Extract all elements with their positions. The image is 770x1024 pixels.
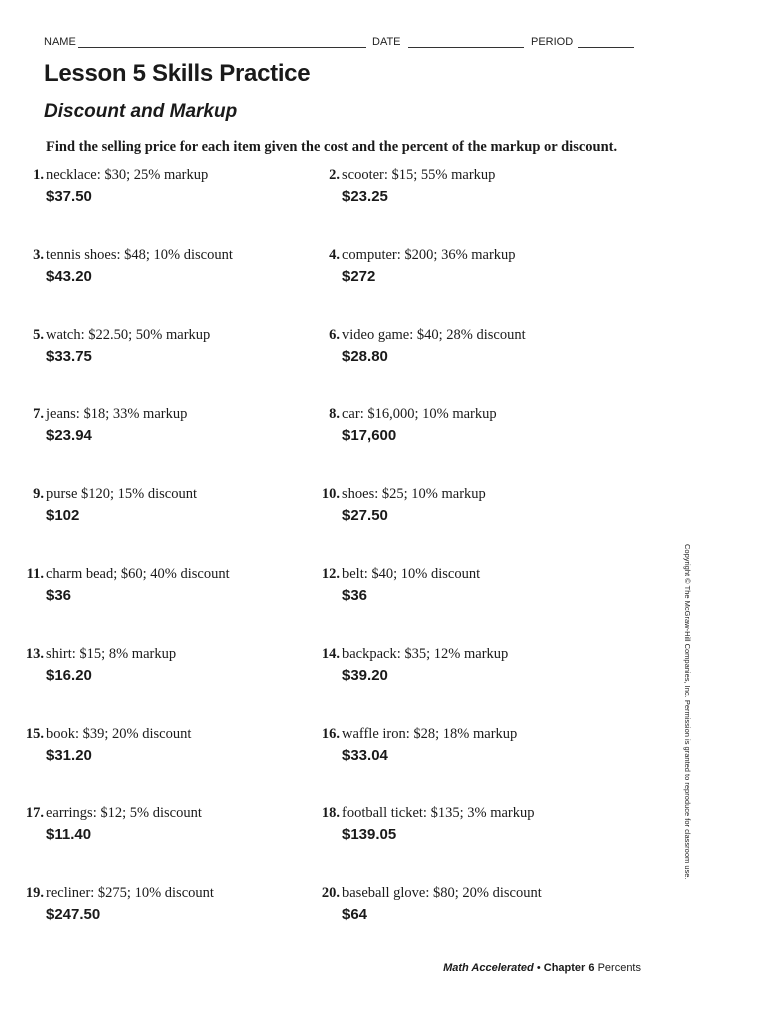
problem-number: 14. xyxy=(321,645,340,662)
problem-number: 10. xyxy=(321,486,340,503)
page-subtitle: Discount and Markup xyxy=(44,101,238,122)
problem-number: 7. xyxy=(33,406,44,423)
problem-answer: $64 xyxy=(342,906,368,924)
problem-text: football ticket: $135; 3% markup xyxy=(342,805,535,822)
date-label: DATE xyxy=(372,36,401,48)
problem-item xyxy=(318,485,618,524)
problem-item xyxy=(22,405,322,444)
problem-statement xyxy=(318,565,618,583)
problem-statement xyxy=(318,804,618,822)
problem-item xyxy=(318,326,618,365)
problem-number: 8. xyxy=(329,406,340,423)
problem-item xyxy=(318,725,618,764)
problem-statement xyxy=(318,405,618,423)
problem-item xyxy=(318,405,618,444)
problem-text: tennis shoes: $48; 10% discount xyxy=(46,246,233,263)
problem-text: backpack: $35; 12% markup xyxy=(342,645,509,662)
problem-item xyxy=(22,645,322,684)
problem-item xyxy=(22,884,322,923)
problem-statement xyxy=(318,884,618,902)
problem-answer: $23.94 xyxy=(46,427,92,445)
problem-answer: $102 xyxy=(46,507,80,525)
problem-item xyxy=(318,166,618,205)
problem-answer: $28.80 xyxy=(342,347,388,365)
problem-statement xyxy=(22,246,322,264)
problem-item xyxy=(318,884,618,923)
instructions: Find the selling price for each item given the cost and the percent of the markup or discount. xyxy=(46,139,618,155)
problem-item xyxy=(22,725,322,764)
problem-number: 12. xyxy=(321,566,340,582)
problem-text: car: $16,000; 10% markup xyxy=(342,406,497,423)
period-label: PERIOD xyxy=(531,36,574,48)
problem-answer: $36 xyxy=(342,587,368,604)
footer-separator: • xyxy=(536,962,541,974)
problem-answer: $247.50 xyxy=(46,906,101,924)
problem-text: shirt: $15; 8% markup xyxy=(46,645,177,662)
problem-number: 6. xyxy=(329,326,340,343)
problem-statement xyxy=(318,166,618,184)
problem-item xyxy=(318,246,618,285)
problem-number: 4. xyxy=(329,246,340,263)
problem-item xyxy=(22,485,322,524)
problem-number: 13. xyxy=(25,645,44,662)
problem-answer: $17,600 xyxy=(342,427,397,445)
date-blank-line xyxy=(408,47,524,48)
problem-item xyxy=(22,326,322,365)
page-title: Lesson 5 Skills Practice xyxy=(44,60,311,87)
problem-statement xyxy=(22,884,322,902)
problem-text: watch: $22.50; 50% markup xyxy=(46,326,211,343)
problem-statement xyxy=(22,166,322,184)
problem-number: 18. xyxy=(321,805,340,822)
problem-answer: $36 xyxy=(46,587,72,604)
problem-answer: $39.20 xyxy=(342,666,388,684)
problem-text: book: $39; 20% discount xyxy=(46,725,192,742)
problem-statement xyxy=(22,485,322,503)
problem-statement xyxy=(22,326,322,344)
page-footer xyxy=(443,962,641,974)
problem-number: 3. xyxy=(33,246,44,263)
problem-number: 15. xyxy=(25,725,44,742)
problem-text: belt: $40; 10% discount xyxy=(342,566,481,582)
problem-item xyxy=(22,804,322,843)
problem-answer: $43.20 xyxy=(46,267,92,285)
problem-answer: $139.05 xyxy=(342,826,397,844)
problem-number: 1. xyxy=(33,167,44,183)
problem-answer: $33.75 xyxy=(46,347,92,365)
problem-number: 2. xyxy=(329,167,340,183)
student-info-header xyxy=(44,34,644,50)
problem-answer: $11.40 xyxy=(46,826,92,844)
problem-statement xyxy=(22,804,322,822)
problem-number: 19. xyxy=(25,885,44,902)
problem-text: earrings: $12; 5% discount xyxy=(46,805,202,822)
problem-text: purse $120; 15% discount xyxy=(46,486,198,503)
problem-number: 9. xyxy=(33,486,44,503)
name-blank-line xyxy=(78,47,366,48)
footer-topic: Percents xyxy=(597,962,641,974)
problem-statement xyxy=(22,405,322,423)
problem-item xyxy=(22,246,322,285)
problem-answer: $23.25 xyxy=(342,188,388,205)
problem-item xyxy=(22,565,322,604)
problem-text: jeans: $18; 33% markup xyxy=(46,406,188,423)
problem-answer: $37.50 xyxy=(46,188,92,205)
period-blank-line xyxy=(578,47,634,48)
problem-answer: $272 xyxy=(342,267,376,285)
problem-text: computer: $200; 36% markup xyxy=(342,246,516,263)
problem-statement xyxy=(22,725,322,743)
problem-number: 16. xyxy=(321,725,340,742)
problem-text: recliner: $275; 10% discount xyxy=(46,885,214,902)
problem-item xyxy=(318,645,618,684)
problem-statement xyxy=(318,725,618,743)
problem-number: 17. xyxy=(25,805,44,822)
problem-answer: $27.50 xyxy=(342,507,388,525)
problem-answer: $33.04 xyxy=(342,746,388,764)
problem-item xyxy=(318,804,618,843)
problem-answer: $31.20 xyxy=(46,746,92,764)
problem-text: waffle iron: $28; 18% markup xyxy=(342,725,518,742)
problem-item xyxy=(318,565,618,604)
problem-number: 11. xyxy=(26,566,44,582)
problem-text: necklace: $30; 25% markup xyxy=(46,167,209,183)
footer-book-title: Math Accelerated xyxy=(443,962,534,974)
problem-statement xyxy=(318,326,618,344)
problem-item xyxy=(22,166,322,205)
problem-number: 20. xyxy=(321,885,340,902)
problem-text: charm bead; $60; 40% discount xyxy=(46,566,230,582)
problem-text: shoes: $25; 10% markup xyxy=(342,486,486,503)
problem-text: baseball glove: $80; 20% discount xyxy=(342,885,542,902)
problem-statement xyxy=(22,565,322,583)
copyright-notice: Copyright © The McGraw-Hill Companies, Inc. Permission is granted to reproduce for classroom use. xyxy=(683,544,692,880)
problem-number: 5. xyxy=(33,326,44,343)
problem-statement xyxy=(318,645,618,663)
name-label: NAME xyxy=(44,36,76,48)
problem-text: scooter: $15; 55% markup xyxy=(342,167,496,183)
footer-chapter: Chapter 6 xyxy=(543,962,595,974)
problem-answer: $16.20 xyxy=(46,666,92,684)
problem-statement xyxy=(318,485,618,503)
problem-text: video game: $40; 28% discount xyxy=(342,326,526,343)
problem-statement xyxy=(22,645,322,663)
problem-statement xyxy=(318,246,618,264)
